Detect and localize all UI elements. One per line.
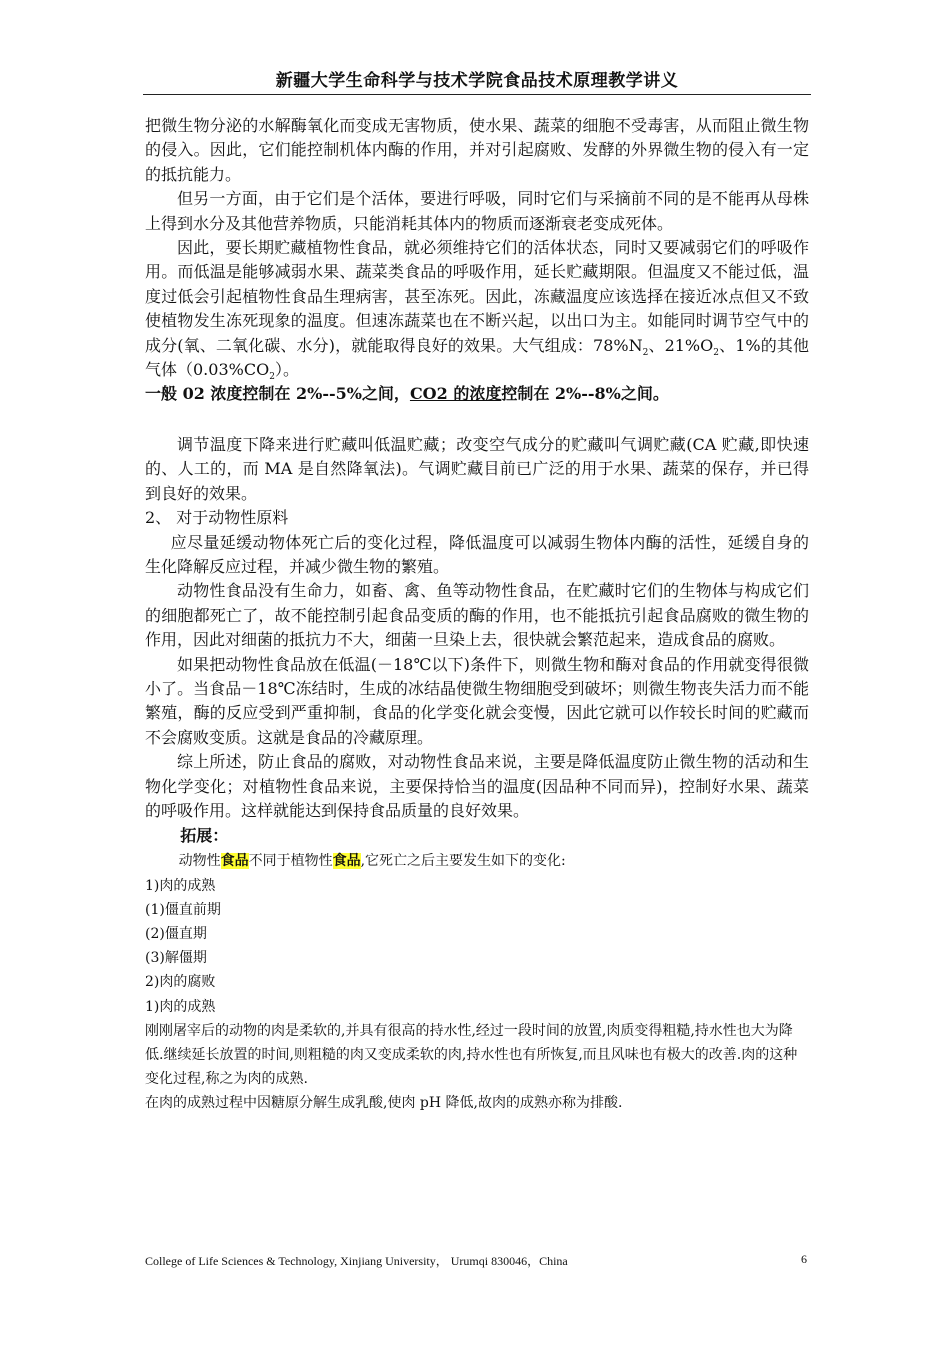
page-number: 6 xyxy=(801,1252,807,1266)
paragraph-3-text: 因此，要长期贮藏植物性食品，就必须维持它们的活体状态，同时又要减弱它们的呼吸作用。而低温是能够减弱水果、蔬菜类食品的呼吸作用，延长贮藏期限。但温度又不能过低，温度过低会引起植物性食品生理病害，甚至冻死。因此，冻藏温度应该选择在接近冰点但又不致使植物发生冻死现象的温度。但速冻蔬菜也在不断兴起，以出口为主。如能同时调节空气中的成分(氧、二氧化碳、水分)，就能取得良好的效果。大气组成：78%N xyxy=(145,238,809,355)
subscript: 2 xyxy=(269,372,275,383)
extension-paragraph-1: 刚刚屠宰后的动物的肉是柔软的,并具有很高的持水性,经过一段时间的放置,肉质变得粗糙,持水性也大为降低.继续延长放置的时间,则粗糙的肉又变成柔软的肉,持水性也有所恢复,而且风味也有极大的改善.肉的这种变化过程,称之为肉的成熟. xyxy=(145,1022,798,1088)
paragraph-4: 调节温度下降来进行贮藏叫低温贮藏；改变空气成分的贮藏叫气调贮藏(CA 贮藏,即快速的、人工的，而 MA 是自然降氧法)。气调贮藏目前已广泛的用于水果、蔬菜的保存，并已得到良好的效果。 xyxy=(145,434,809,503)
highlighted-term: 食品 xyxy=(332,853,361,870)
intro-text: 动物性 xyxy=(178,853,221,870)
paragraph-3 xyxy=(145,236,809,382)
list-item: 1)肉的成熟 xyxy=(145,877,216,894)
list-item: 2)肉的腐败 xyxy=(145,974,216,991)
intro-text: 不同于植物性 xyxy=(248,853,333,870)
paragraph-3-text: ）。 xyxy=(274,360,299,380)
paragraph-3-text: 、1%的其他气体（0.03%CO xyxy=(145,335,809,380)
list-item: 1)肉的成熟 xyxy=(145,998,216,1015)
list-item: (1)僵直前期 xyxy=(145,901,221,918)
paragraph-9: 综上所述，防止食品的腐败，对动物性食品来说，主要是降低温度防止微生物的活动和生物化学变化；对植物性食品来说，主要保持恰当的温度(因品种不同而异)，控制好水果、蔬菜的呼吸作用。这样就能达到保持食品质量的良好效果。 xyxy=(145,752,809,820)
bold-text: 控制在 2%--8%之间。 xyxy=(501,384,669,404)
page-footer xyxy=(145,1252,809,1269)
bold-text: 一般 02 浓度控制在 2%--5%之间， xyxy=(145,384,410,404)
underlined-text: CO2 的浓度 xyxy=(409,384,502,404)
paragraph-8: 如果把动物性食品放在低温(－18℃以下)条件下，则微生物和酶对食品的作用就变得很微小了。当食品－18℃冻结时，生成的冰结晶使微生物细胞受到破坏；则微生物丧失活力而不能繁殖，酶的反应受到严重抑制，食品的化学变化就会变慢，因此它就可以作较长时间的贮藏而不会腐败变质。这就是食品的冷藏原理。 xyxy=(145,654,809,747)
paragraph-6: 应尽量延缓动物体死亡后的变化过程，降低温度可以减弱生物体内酶的活性，延缓自身的生化降解反应过程，并减少微生物的繁殖。 xyxy=(145,532,809,576)
extension-intro xyxy=(145,849,809,873)
list-item: (3)解僵期 xyxy=(145,950,207,967)
subscript: 2 xyxy=(713,347,719,358)
spacer xyxy=(145,407,809,433)
subscript: 2 xyxy=(642,347,649,358)
paragraph-7: 动物性食品没有生命力，如畜、禽、鱼等动物性食品，在贮藏时它们的生物体与构成它们的细胞都死亡了，故不能控制引起食品变质的酶的作用，也不能抵抗引起食品腐败的微生物的作用，因此对细菌的抵抗力不大，细菌一旦染上去，很快就会繁范起来，造成食品的腐败。 xyxy=(145,581,809,650)
bold-statement xyxy=(145,382,809,406)
footer-text: College of Life Sciences & Technology, Xinjiang University， Urumqi 830046，China xyxy=(145,1254,568,1268)
list-item: (2)僵直期 xyxy=(145,925,207,942)
page-header: 新疆大学生命科学与技术学院食品技术原理教学讲义 xyxy=(275,71,679,91)
document-body xyxy=(145,114,809,1116)
highlighted-term: 食品 xyxy=(220,853,249,870)
paragraph-3-text: 、21%O xyxy=(648,335,714,355)
header-rule xyxy=(143,94,811,95)
paragraph-2: 但另一方面，由于它们是个活体，要进行呼吸，同时它们与采摘前不同的是不能再从母株上得到水分及其他营养物质，只能消耗其体内的物质而逐渐衰老变成死体。 xyxy=(145,189,809,233)
extension-paragraph-2: 在肉的成熟过程中因糖原分解生成乳酸,使肉 pH 降低,故肉的成熟亦称为排酸. xyxy=(145,1095,623,1112)
intro-text: ,它死亡之后主要发生如下的变化: xyxy=(360,853,566,870)
paragraph-1: 把微生物分泌的水解酶氧化而变成无害物质，使水果、蔬菜的细胞不受毒害，从而阻止微生物的侵入。因此，它们能控制机体内酶的作用，并对引起腐败、发酵的外界微生物的侵入有一定的抵抗能力。 xyxy=(145,116,809,184)
section-heading-2: 2、 对于动物性原料 xyxy=(145,508,289,528)
extension-heading: 拓展： xyxy=(180,826,229,846)
